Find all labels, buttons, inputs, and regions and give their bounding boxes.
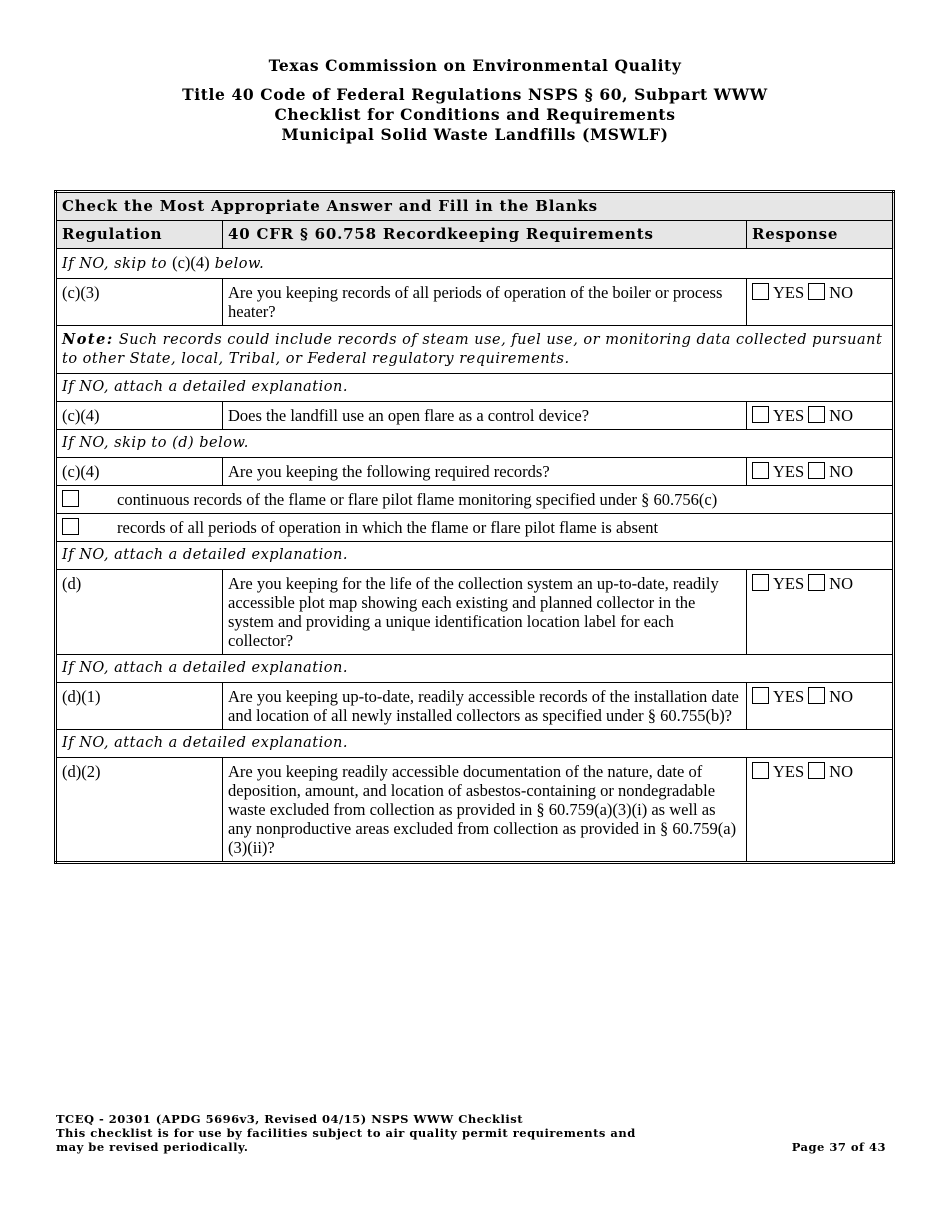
column-header-row [56, 221, 894, 249]
footer [56, 1112, 636, 1154]
item-text: continuous records of the flame or flare pilot flame monitoring specified under § 60.756(c) [117, 490, 718, 509]
item-checkbox[interactable] [62, 490, 79, 507]
question-row-c4-records [56, 458, 894, 486]
note-row [56, 326, 894, 374]
yes-label: YES [773, 762, 805, 781]
instruction-row [56, 730, 894, 758]
skip-prefix: If NO, skip to [62, 256, 167, 272]
no-checkbox[interactable] [808, 762, 825, 779]
no-checkbox[interactable] [808, 462, 825, 479]
yes-checkbox[interactable] [752, 462, 769, 479]
checklist-item-row [56, 514, 894, 542]
question-text: Does the landfill use an open flare as a control device? [223, 402, 747, 430]
response-cell [747, 458, 894, 486]
agency-title: Texas Commission on Environmental Quality [268, 56, 682, 75]
title-line-1: Title 40 Code of Federal Regulations NSPS § 60, Subpart WWW [182, 85, 768, 104]
no-label: NO [829, 406, 854, 425]
instruction-row [56, 655, 894, 683]
question-text: Are you keeping up-to-date, readily accessible records of the installation date and location of all newly installed collectors as specified under § 60.755(b)? [223, 683, 747, 730]
no-label: NO [829, 762, 854, 781]
checklist-item-flame-absent [56, 514, 894, 542]
footer-revision-note: may be revised periodically. [56, 1140, 249, 1154]
no-label: NO [829, 687, 854, 706]
yes-label: YES [773, 687, 805, 706]
checklist-table [54, 190, 895, 864]
question-text: Are you keeping for the life of the collection system an up-to-date, readily accessible plot map showing each existing and planned collector in the system and providing a unique identification location label for each collector? [223, 570, 747, 655]
no-checkbox[interactable] [808, 283, 825, 300]
regulation-cell: (c)(4) [56, 402, 223, 430]
question-row-d1 [56, 683, 894, 730]
checklist-table-container [54, 190, 895, 864]
skip-ref: (c)(4) [172, 253, 210, 272]
explanation-instruction: If NO, attach a detailed explanation. [56, 730, 894, 758]
no-label: NO [829, 574, 854, 593]
response-cell [747, 570, 894, 655]
col-header-regulation: Regulation [56, 221, 223, 249]
yes-label: YES [773, 574, 805, 593]
question-row-d2 [56, 758, 894, 863]
skip-instruction-c4 [56, 249, 894, 279]
no-checkbox[interactable] [808, 687, 825, 704]
page-number: Page 37 of 43 [791, 1140, 886, 1154]
no-checkbox[interactable] [808, 574, 825, 591]
no-label: NO [829, 462, 854, 481]
checklist-item-flame-monitoring [56, 486, 894, 514]
skip-instruction-d: If NO, skip to (d) below. [56, 430, 894, 458]
question-row-c4-open-flare [56, 402, 894, 430]
skip-suffix: below. [214, 256, 265, 272]
instruction-row [56, 430, 894, 458]
instruction-row [56, 542, 894, 570]
footer-usage-note: This checklist is for use by facilities subject to air quality permit requirements and [56, 1126, 636, 1140]
yes-checkbox[interactable] [752, 687, 769, 704]
yes-checkbox[interactable] [752, 762, 769, 779]
question-row-c3 [56, 279, 894, 326]
regulation-cell: (d)(1) [56, 683, 223, 730]
yes-label: YES [773, 462, 805, 481]
instruction-row [56, 374, 894, 402]
title-line-2: Checklist for Conditions and Requirements [274, 105, 676, 124]
item-text: records of all periods of operation in which the flame or flare pilot flame is absent [117, 518, 659, 537]
yes-checkbox[interactable] [752, 406, 769, 423]
question-text: Are you keeping readily accessible documentation of the nature, date of deposition, amount, and location of asbestos-containing or nondegradable waste excluded from collection as provided in § 60.759(a)(3)(i) as well as any nonproductive areas excluded from collection as provided in § 60.759(a)(3)(ii)? [223, 758, 747, 863]
instruction-row [56, 249, 894, 279]
response-cell [747, 279, 894, 326]
note-label: Note: [62, 331, 114, 348]
col-header-requirements: 40 CFR § 60.758 Recordkeeping Requirements [223, 221, 747, 249]
regulation-cell: (c)(3) [56, 279, 223, 326]
regulation-cell: (c)(4) [56, 458, 223, 486]
col-header-response: Response [747, 221, 894, 249]
no-checkbox[interactable] [808, 406, 825, 423]
explanation-instruction: If NO, attach a detailed explanation. [56, 655, 894, 683]
regulation-cell: (d) [56, 570, 223, 655]
explanation-instruction: If NO, attach a detailed explanation. [56, 374, 894, 402]
question-row-d [56, 570, 894, 655]
response-cell [747, 683, 894, 730]
note-text: Such records could include records of steam use, fuel use, or monitoring data collected pursuant to other State, local, Tribal, or Federal regulatory requirements. [62, 332, 883, 367]
yes-label: YES [773, 406, 805, 425]
footer-form-id: TCEQ - 20301 (APDG 5696v3, Revised 04/15) NSPS WWW Checklist [56, 1112, 524, 1126]
section-title: Check the Most Appropriate Answer and Fill in the Blanks [56, 192, 894, 221]
regulation-cell: (d)(2) [56, 758, 223, 863]
no-label: NO [829, 283, 854, 302]
yes-checkbox[interactable] [752, 574, 769, 591]
note-cell [56, 326, 894, 374]
question-text: Are you keeping records of all periods of operation of the boiler or process heater? [223, 279, 747, 326]
item-checkbox[interactable] [62, 518, 79, 535]
response-cell [747, 758, 894, 863]
response-cell [747, 402, 894, 430]
question-text: Are you keeping the following required records? [223, 458, 747, 486]
yes-checkbox[interactable] [752, 283, 769, 300]
checklist-item-row [56, 486, 894, 514]
document-title [0, 85, 950, 145]
yes-label: YES [773, 283, 805, 302]
title-line-3: Municipal Solid Waste Landfills (MSWLF) [281, 125, 669, 144]
section-header-row [56, 192, 894, 221]
explanation-instruction: If NO, attach a detailed explanation. [56, 542, 894, 570]
